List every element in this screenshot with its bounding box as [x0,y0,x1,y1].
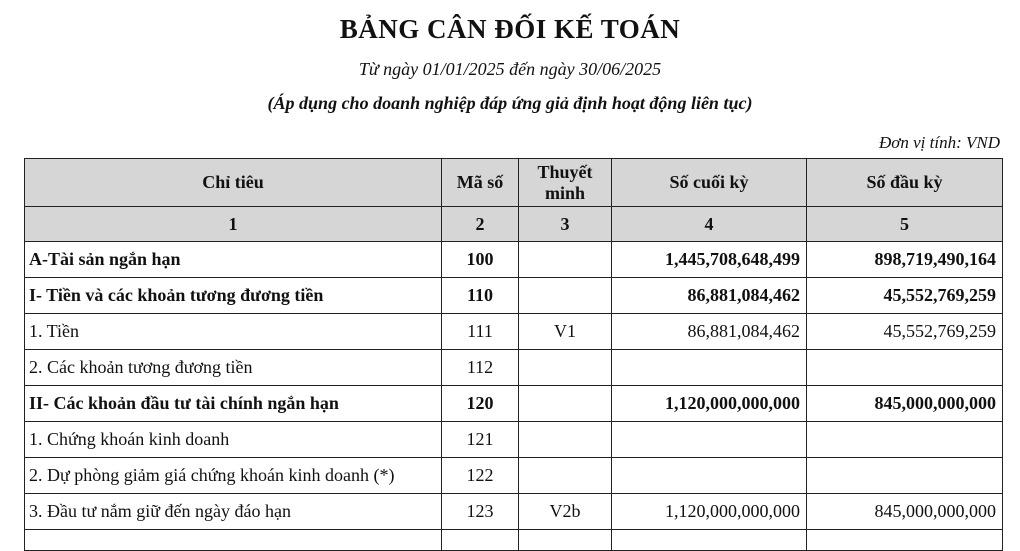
row-indicator: 1. Tiền [25,314,442,350]
row-explanation [519,350,612,386]
row-explanation [519,458,612,494]
row-end-value [612,458,807,494]
row-code: 111 [442,314,519,350]
header-explanation [519,159,612,207]
index-cell: 2 [442,207,519,242]
table-row [25,386,1003,422]
index-cell: 3 [519,207,612,242]
row-code [442,530,519,551]
row-end-value [612,422,807,458]
table-row [25,278,1003,314]
page-title: BẢNG CÂN ĐỐI KẾ TOÁN [339,14,681,44]
row-begin-value [807,422,1003,458]
row-code: 112 [442,350,519,386]
header-end-period: Số cuối kỳ [612,159,807,207]
header-indicator: Chỉ tiêu [25,159,442,207]
row-end-value: 1,120,000,000,000 [612,494,807,530]
row-explanation [519,242,612,278]
row-begin-value: 898,719,490,164 [807,242,1003,278]
header-explanation-line2: minh [544,182,586,203]
table-row-partial [25,530,1003,551]
row-begin-value [807,458,1003,494]
row-code: 100 [442,242,519,278]
row-code: 120 [442,386,519,422]
header-code: Mã số [442,159,519,207]
applicability-note: (Áp dụng cho doanh nghiệp đáp ứng giả định hoạt động liên tục) [267,93,753,113]
row-end-value: 1,445,708,648,499 [612,242,807,278]
table-row [25,458,1003,494]
table-row [25,350,1003,386]
row-end-value [612,350,807,386]
row-end-value [612,530,807,551]
header-explanation-line1: Thuyết [537,161,593,182]
index-cell: 5 [807,207,1003,242]
index-cell: 4 [612,207,807,242]
row-code: 122 [442,458,519,494]
row-explanation [519,386,612,422]
row-indicator: A-Tài sản ngắn hạn [25,242,442,278]
index-cell: 1 [25,207,442,242]
row-end-value: 1,120,000,000,000 [612,386,807,422]
row-code: 123 [442,494,519,530]
table-row [25,314,1003,350]
row-code: 121 [442,422,519,458]
currency-unit: Đơn vị tính: VND [879,133,1000,152]
row-indicator: II- Các khoản đầu tư tài chính ngắn hạn [25,386,442,422]
row-explanation: V1 [519,314,612,350]
row-begin-value: 845,000,000,000 [807,386,1003,422]
row-begin-value: 45,552,769,259 [807,314,1003,350]
row-indicator: 3. Đầu tư nắm giữ đến ngày đáo hạn [25,494,442,530]
row-begin-value: 845,000,000,000 [807,494,1003,530]
header-begin-period: Số đầu kỳ [807,159,1003,207]
row-indicator: 2. Các khoản tương đương tiền [25,350,442,386]
balance-sheet-table [24,158,1003,551]
row-begin-value [807,530,1003,551]
row-end-value: 86,881,084,462 [612,278,807,314]
row-explanation [519,422,612,458]
row-begin-value: 45,552,769,259 [807,278,1003,314]
row-explanation: V2b [519,494,612,530]
table-row [25,422,1003,458]
row-explanation [519,278,612,314]
row-code: 110 [442,278,519,314]
table-row [25,242,1003,278]
row-indicator [25,530,442,551]
row-indicator: 2. Dự phòng giảm giá chứng khoán kinh doanh (*) [25,458,442,494]
row-explanation [519,530,612,551]
row-indicator: 1. Chứng khoán kinh doanh [25,422,442,458]
column-index-row [25,207,1003,242]
row-begin-value [807,350,1003,386]
row-indicator: I- Tiền và các khoản tương đương tiền [25,278,442,314]
header-row [25,159,1003,207]
table-row [25,494,1003,530]
row-end-value: 86,881,084,462 [612,314,807,350]
report-period: Từ ngày 01/01/2025 đến ngày 30/06/2025 [358,59,662,79]
